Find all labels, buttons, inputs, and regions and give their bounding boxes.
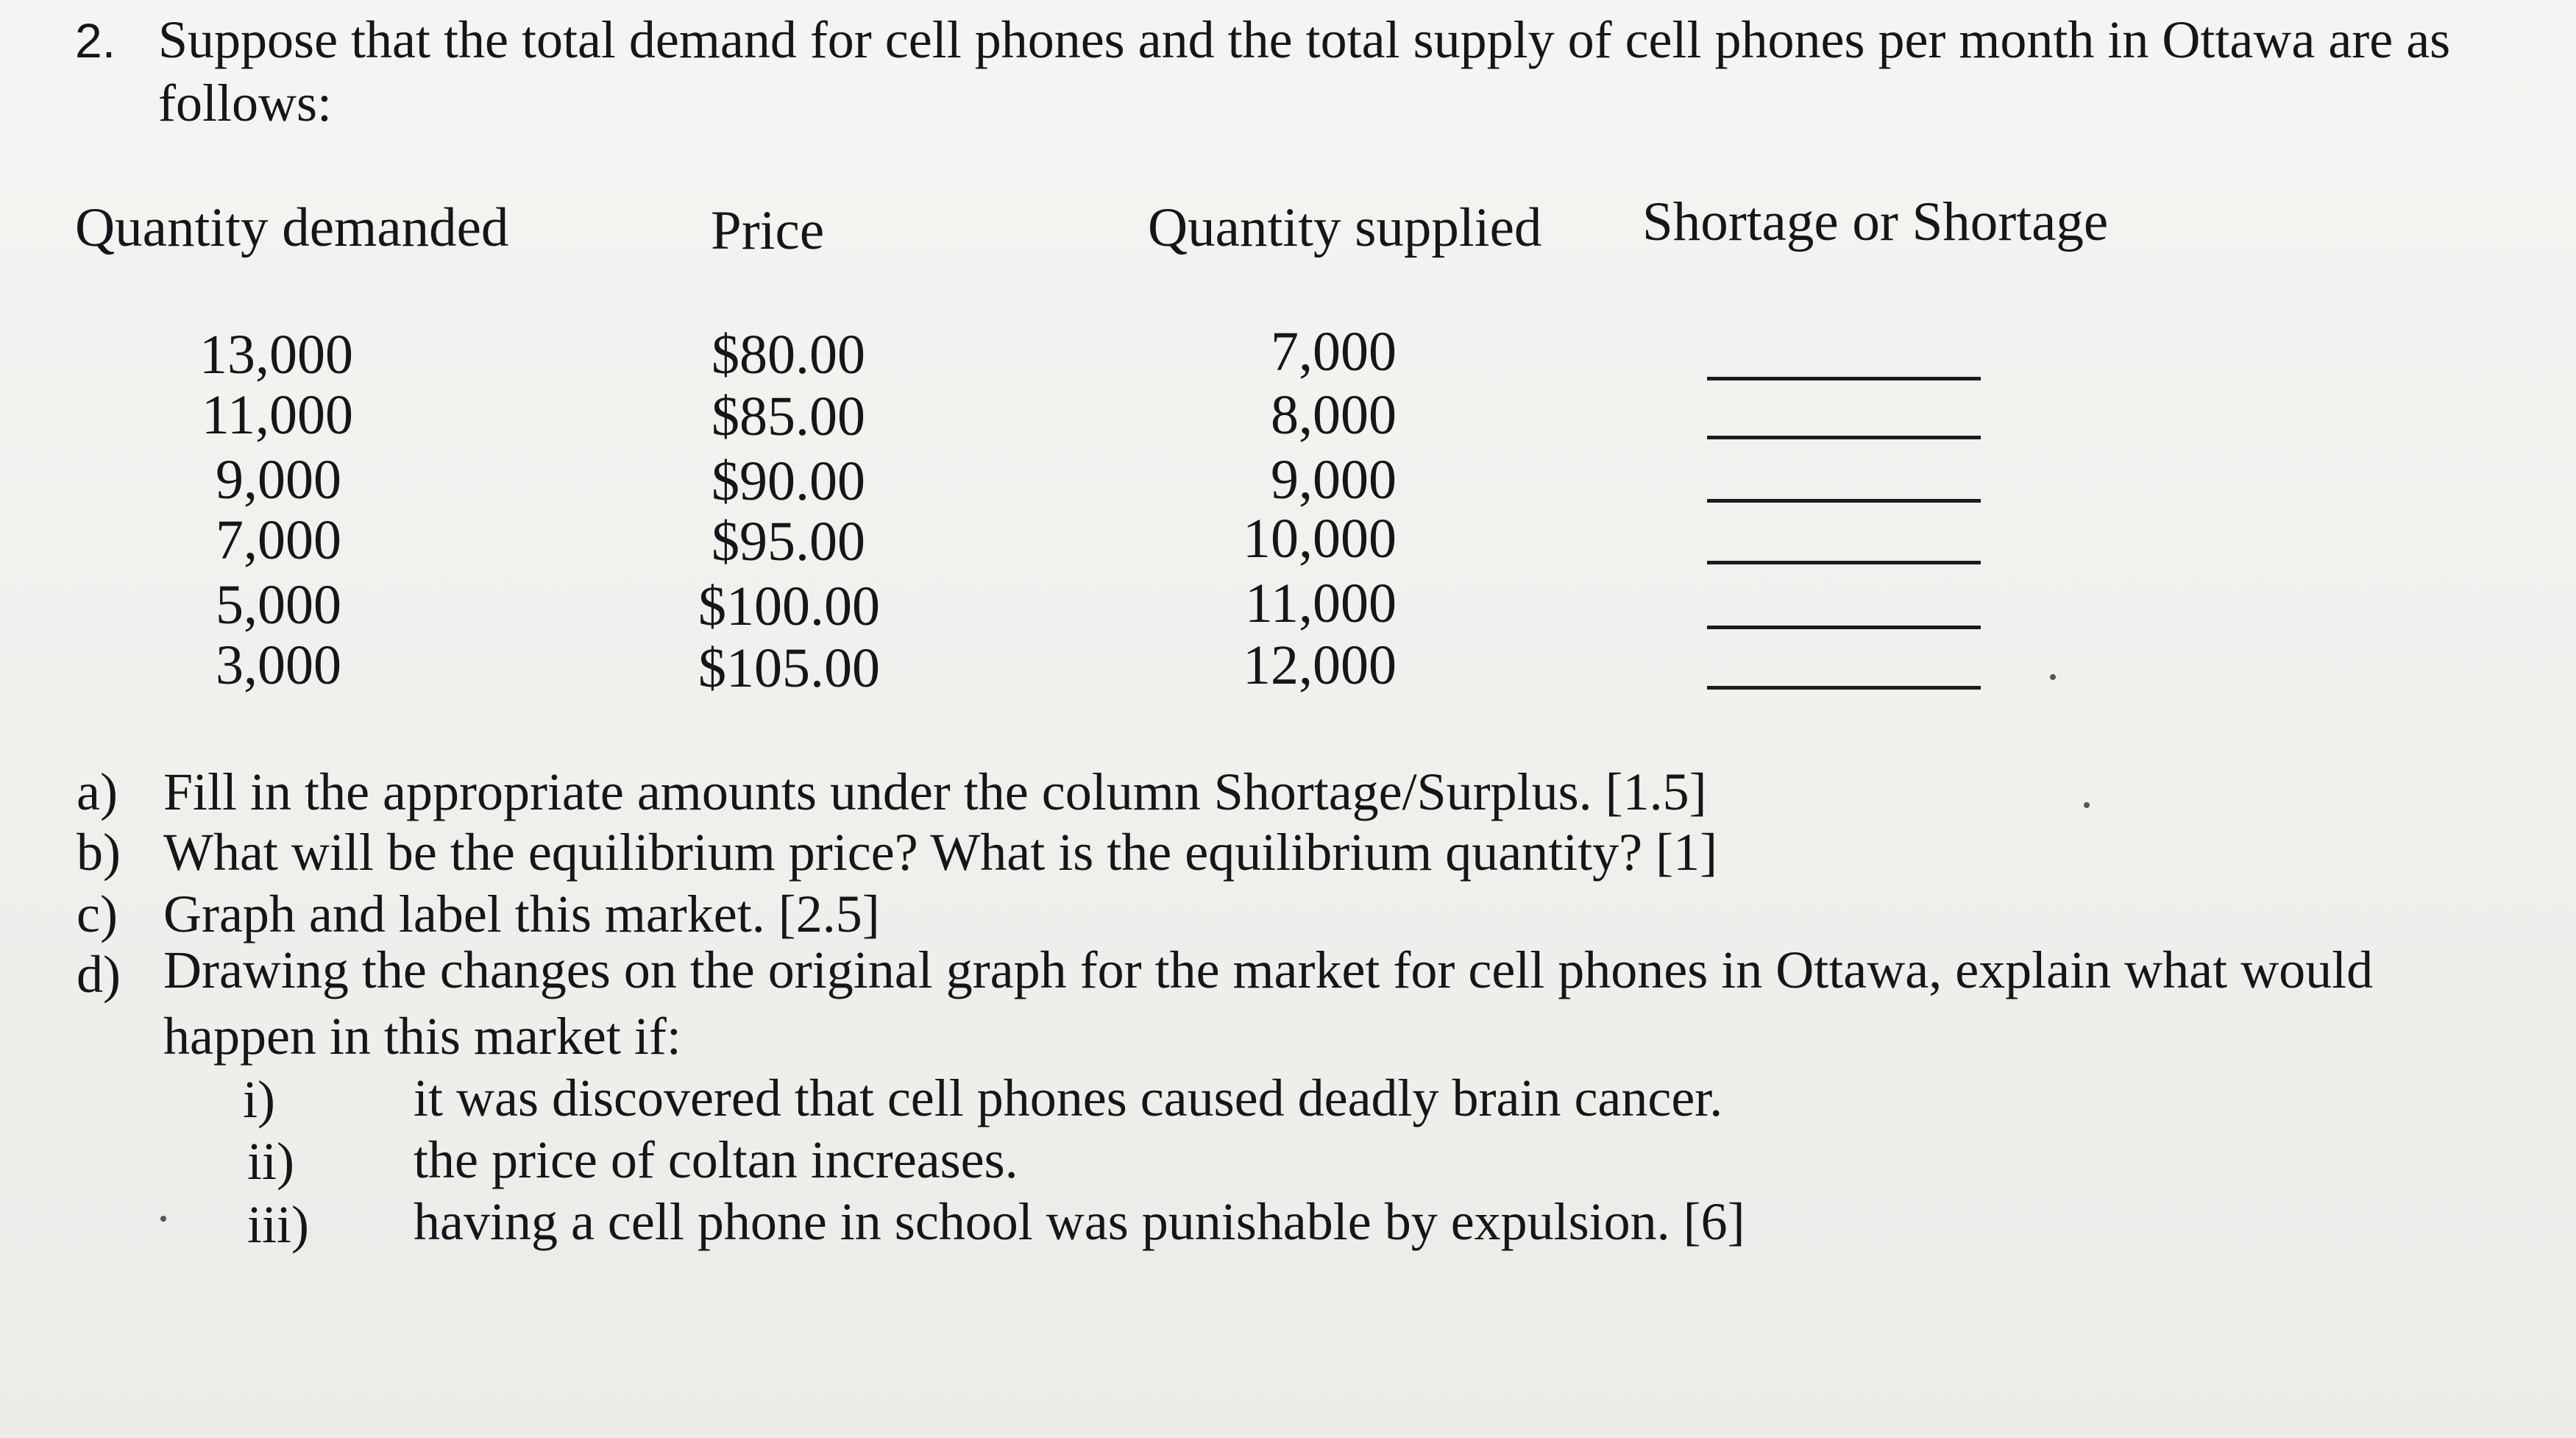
price-cell: $105.00 (698, 637, 880, 699)
scan-speck (2084, 802, 2090, 808)
shortage-answer-blank[interactable] (1707, 686, 1981, 690)
quantity-demanded-cell: 3,000 (216, 634, 341, 696)
scan-speck (2050, 674, 2056, 680)
question-a-text: Fill in the appropriate amounts under the column Shortage/Surplus. [1.5] (163, 762, 1707, 821)
question-c-text: Graph and label this market. [2.5] (163, 885, 880, 943)
sub-item-i-label: i) (243, 1070, 275, 1129)
shortage-answer-blank[interactable] (1707, 377, 1981, 380)
header-shortage: Shortage or Shortage (1642, 191, 2109, 252)
price-cell: $85.00 (712, 386, 865, 447)
question-a-label: a) (77, 762, 118, 821)
shortage-answer-blank[interactable] (1707, 436, 1981, 439)
price-cell: $95.00 (712, 511, 865, 573)
quantity-demanded-cell: 7,000 (216, 509, 341, 571)
sub-item-ii-text: the price of coltan increases. (414, 1130, 1018, 1189)
quantity-supplied-cell: 7,000 (1271, 321, 1397, 383)
question-b-label: b) (77, 823, 121, 882)
sub-item-iii-label: iii) (247, 1195, 309, 1254)
shortage-answer-blank[interactable] (1707, 499, 1981, 503)
problem-intro-line1: Suppose that the total demand for cell phones and the total supply of cell phones per month in Ottawa are as (158, 10, 2451, 69)
question-d-label: d) (77, 945, 121, 1004)
header-price: Price (711, 200, 825, 261)
header-quantity-supplied: Quantity supplied (1148, 197, 1542, 258)
quantity-supplied-cell: 12,000 (1243, 634, 1397, 696)
quantity-demanded-cell: 9,000 (216, 449, 341, 511)
quantity-demanded-cell: 5,000 (216, 574, 341, 636)
sub-item-ii-label: ii) (247, 1132, 294, 1191)
question-b-text: What will be the equilibrium price? What is the equilibrium quantity? [1] (163, 823, 1718, 882)
price-cell: $100.00 (698, 575, 880, 637)
quantity-demanded-cell: 13,000 (199, 324, 353, 386)
quantity-demanded-cell: 11,000 (201, 384, 353, 446)
question-c-label: c) (77, 885, 118, 943)
problem-number: 2. (75, 13, 116, 68)
price-cell: $90.00 (712, 450, 865, 512)
quantity-supplied-cell: 11,000 (1244, 573, 1397, 634)
quantity-supplied-cell: 8,000 (1271, 384, 1397, 446)
scan-speck (160, 1216, 166, 1222)
quantity-supplied-cell: 10,000 (1243, 508, 1397, 570)
header-quantity-demanded: Quantity demanded (75, 197, 509, 258)
sub-item-i-text: it was discovered that cell phones caused deadly brain cancer. (414, 1069, 1723, 1127)
problem-intro-line2: follows: (158, 74, 333, 132)
question-d-text-line2: happen in this market if: (163, 1007, 681, 1066)
shortage-answer-blank[interactable] (1707, 561, 1981, 564)
question-d-text-line1: Drawing the changes on the original graph for the market for cell phones in Ottawa, explain what would (163, 941, 2374, 999)
quantity-supplied-cell: 9,000 (1271, 449, 1397, 511)
shortage-answer-blank[interactable] (1707, 626, 1981, 629)
price-cell: $80.00 (712, 324, 865, 386)
sub-item-iii-text: having a cell phone in school was punishable by expulsion. [6] (414, 1192, 1745, 1251)
